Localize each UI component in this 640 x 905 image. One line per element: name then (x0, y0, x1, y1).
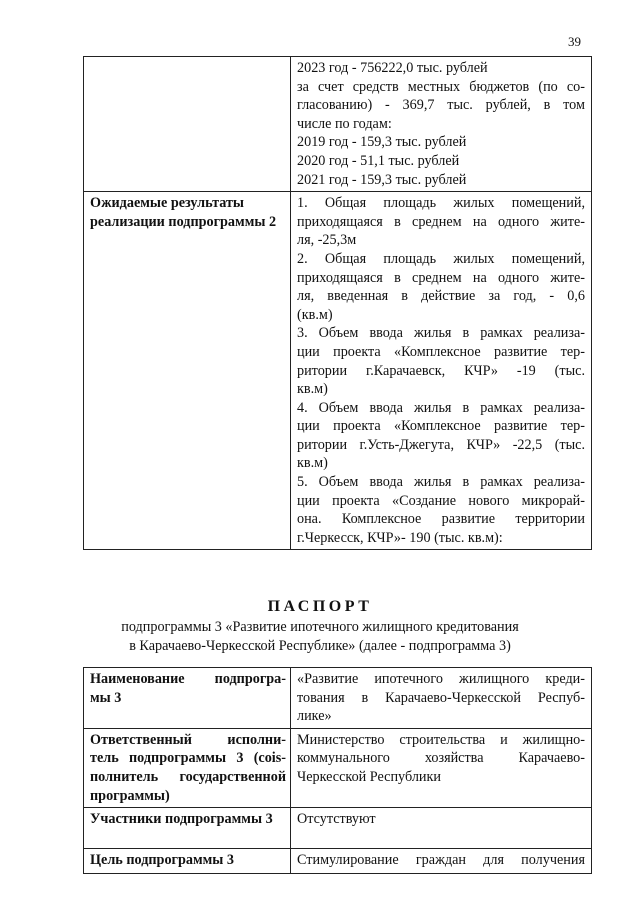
text-line: приходящаяся в среднем на одного жите- (297, 269, 585, 286)
row-value (291, 728, 592, 807)
text-line: Черкесской Республики (297, 768, 441, 785)
funding-cell (291, 57, 592, 192)
text-line: тования в Карачаево-Черкесской Респуб- (297, 689, 585, 706)
text-line: г.Черкесск, КЧР»- 190 (тыс. кв.м): (297, 529, 503, 546)
row-value (291, 849, 592, 874)
text-line: числе по годам: (297, 115, 392, 132)
text-line: ля, -25,3м (297, 232, 357, 249)
text-line: Стимулирование граждан для получения (297, 852, 585, 869)
label-line: мы 3 (90, 689, 122, 706)
text-line: лике» (297, 708, 332, 725)
label-line: программы) (90, 787, 170, 804)
text-line: ции проекта «Комплексное развитие тер- (297, 418, 585, 435)
label-line: Наименование подпрогра- (90, 671, 286, 687)
label-line: Цель подпрограммы 3 (90, 852, 235, 869)
passport-table (83, 667, 592, 874)
text-line: 3. Объем ввода жилья в рамках реализа- (297, 325, 585, 342)
row-label (84, 849, 291, 874)
text-line: 2021 год - 159,3 тыс. рублей (297, 171, 467, 188)
funding-results-table (83, 56, 592, 550)
text-line: она. Комплексное развитие территории (297, 511, 585, 528)
text-line: 1. Общая площадь жилых помещений, (297, 195, 585, 212)
text-line: «Развитие ипотечного жилищного креди- (297, 671, 585, 687)
text-line: 2. Общая площадь жилых помещений, (297, 250, 585, 267)
text-line: кв.м) (297, 455, 328, 472)
text-line: ритории г.Карачаевск, КЧР» -19 (тыс. (297, 362, 585, 379)
text-line: приходящаяся в среднем на одного жите- (297, 213, 585, 230)
text-line: коммунального хозяйства Карачаево- (297, 750, 585, 767)
label-line: Участники подпрограммы 3 (90, 811, 273, 828)
text-line: за счет средств местных бюджетов (по со- (297, 78, 585, 95)
text-line: ции проекта «Комплексное развитие тер- (297, 343, 585, 360)
row-label (84, 668, 291, 729)
label-line: Ожидаемые результаты (90, 195, 244, 212)
label-line: полнитель государственной (90, 768, 286, 785)
table-cell-empty (84, 57, 291, 192)
text-line: 5. Объем ввода жилья в рамках реализа- (297, 474, 585, 491)
expected-results-cell (291, 192, 592, 550)
text-line: Отсутствуют (297, 811, 376, 828)
row-label (84, 728, 291, 807)
table-row (84, 849, 592, 874)
text-line: 2019 год - 159,3 тыс. рублей (297, 134, 467, 151)
expected-results-label (84, 192, 291, 550)
label-line: тель подпрограммы 3 (сois- (90, 750, 286, 767)
text-line: гласованию) - 369,7 тыс. рублей, в том (297, 97, 585, 114)
label-line: реализации подпрограммы 2 (90, 213, 277, 230)
text-line: 2020 год - 51,1 тыс. рублей (297, 152, 460, 169)
passport-subtitle: в Карачаево-Черкесской Республике» (далее - подпрограмма 3) (129, 638, 511, 654)
table-row (84, 808, 592, 849)
table-row (84, 192, 592, 550)
table-row (84, 668, 592, 729)
text-line: кв.м) (297, 381, 328, 398)
table-row (84, 57, 592, 192)
passport-title: ПАСПОРТ (267, 598, 373, 615)
text-line: ции проекта «Создание нового микрорай- (297, 492, 585, 509)
text-line: ля, введенная в действие за год, - 0,6 (297, 288, 585, 305)
table-row (84, 728, 592, 807)
label-line: Ответственный исполни- (90, 731, 286, 748)
row-value (291, 668, 592, 729)
row-value (291, 808, 592, 849)
text-line: Министерство строительства и жилищно- (297, 731, 585, 748)
text-line: ритории г.Усть-Джегута, КЧР» -22,5 (тыс. (297, 436, 585, 453)
passport-subtitle: подпрограммы 3 «Развитие ипотечного жилищного кредитования (121, 619, 519, 635)
row-label (84, 808, 291, 849)
text-line: 2023 год - 756222,0 тыс. рублей (297, 60, 488, 76)
page-number: 39 (568, 34, 581, 49)
text-line: 4. Объем ввода жилья в рамках реализа- (297, 399, 585, 416)
text-line: (кв.м) (297, 306, 333, 323)
